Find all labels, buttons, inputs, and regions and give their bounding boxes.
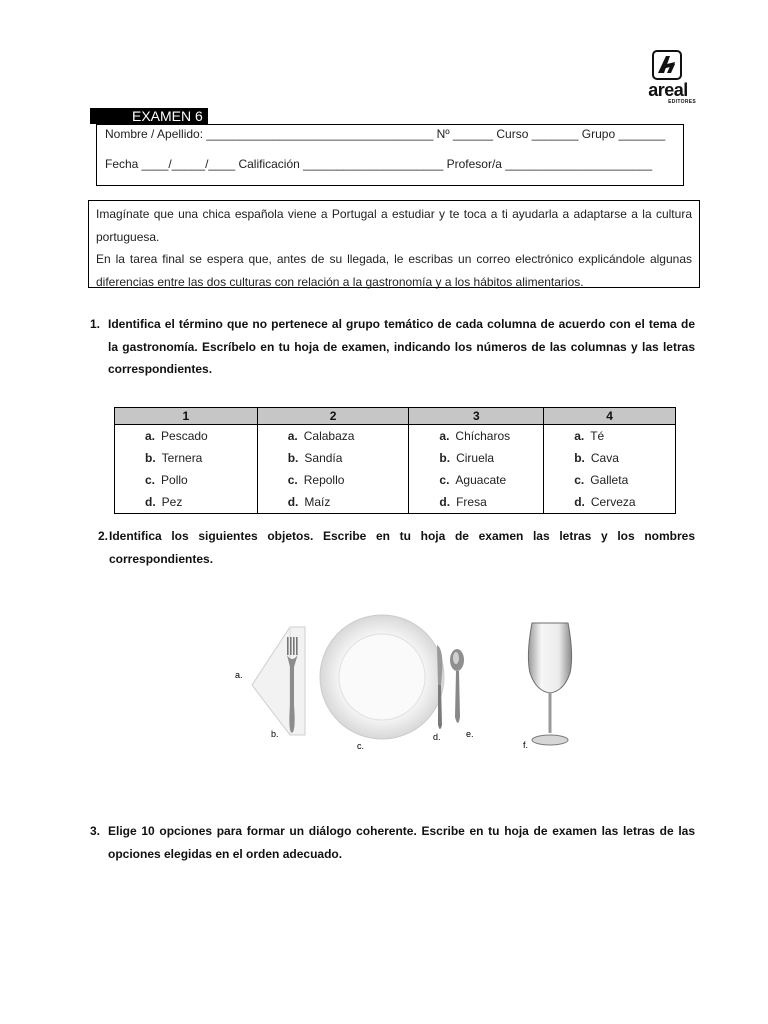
label-e: e. — [466, 729, 474, 739]
student-info-line-1: Nombre / Apellido: __________________________________ Nº ______ Curso _______ Grupo _______ — [105, 127, 666, 141]
table-cell: d. Fresa — [409, 491, 544, 514]
question-1-text: Identifica el término que no pertenece al grupo temático de cada columna de acuerdo con el tema de la gastronomía. Escríbelo en tu hoja de examen, indicando los números de las columnas y las letras correspondientes. — [108, 317, 695, 376]
question-3-text: Elige 10 opciones para formar un diálogo coherente. Escribe en tu hoja de examen las letras de las opciones elegidas en el orden adecuado. — [108, 824, 695, 861]
table-cell: b. Ternera — [115, 447, 258, 469]
plate-icon — [320, 615, 444, 739]
question-2-number: 2. — [98, 529, 109, 543]
label-f: f. — [523, 740, 529, 750]
table-cell: a. Calabaza — [257, 425, 409, 448]
table-row — [115, 491, 676, 514]
areal-logo — [640, 50, 696, 104]
logo-icon — [652, 50, 682, 80]
wine-glass-icon — [528, 623, 571, 745]
table-cell: b. Sandía — [257, 447, 409, 469]
table-row — [115, 447, 676, 469]
student-info-line-2: Fecha ____/_____/____ Calificación _____________________ Profesor/a ______________________ — [105, 157, 653, 171]
label-d: d. — [433, 732, 441, 742]
table-cell: c. Aguacate — [409, 469, 544, 491]
label-a: a. — [235, 670, 243, 680]
logo-brand: areal — [648, 80, 688, 100]
table-cell: a. Chícharos — [409, 425, 544, 448]
question-1 — [90, 313, 695, 383]
table-cell: a. Té — [544, 425, 676, 448]
intro-paragraph-1: Imagínate que una chica española viene a Portugal a estudiar y te toca a ti ayudarla a adaptarse a la cultura portuguesa. — [96, 207, 692, 244]
table-cell: b. Cava — [544, 447, 676, 469]
intro-paragraph-2: En la tarea final se espera que, antes de su llegada, le escribas un correo electrónico explicándole algunas diferencias entre las dos culturas con relación a la gastronomía y a los hábitos alimentarios. — [96, 252, 692, 289]
column-header: 4 — [544, 408, 676, 425]
table-header-row — [115, 408, 676, 425]
question-1-number: 1. — [90, 317, 101, 331]
table-row — [115, 425, 676, 448]
label-c: c. — [357, 741, 365, 751]
question-3 — [90, 820, 695, 866]
table-cell: d. Maíz — [257, 491, 409, 514]
column-header: 3 — [409, 408, 544, 425]
table-setting-illustration — [230, 605, 590, 755]
table-cell: b. Ciruela — [409, 447, 544, 469]
table-cell: d. Cerveza — [544, 491, 676, 514]
label-b: b. — [271, 729, 279, 739]
spoon-icon — [450, 649, 464, 723]
table-row — [115, 469, 676, 491]
column-header: 2 — [257, 408, 409, 425]
student-info-box — [96, 124, 684, 186]
table-cell: c. Galleta — [544, 469, 676, 491]
question-3-number: 3. — [90, 824, 101, 838]
column-header: 1 — [115, 408, 258, 425]
task-intro-box — [88, 200, 700, 288]
question-2-text: Identifica los siguientes objetos. Escribe en tu hoja de examen las letras y los nombres correspondientes. — [109, 529, 695, 566]
table-cell: d. Pez — [115, 491, 258, 514]
terms-table — [114, 407, 676, 514]
table-cell: c. Pollo — [115, 469, 258, 491]
logo-sub: EDITORES — [668, 99, 696, 105]
table-cell: c. Repollo — [257, 469, 409, 491]
exam-title: EXAMEN 6 — [90, 108, 208, 124]
question-2 — [98, 525, 695, 571]
table-cell: a. Pescado — [115, 425, 258, 448]
